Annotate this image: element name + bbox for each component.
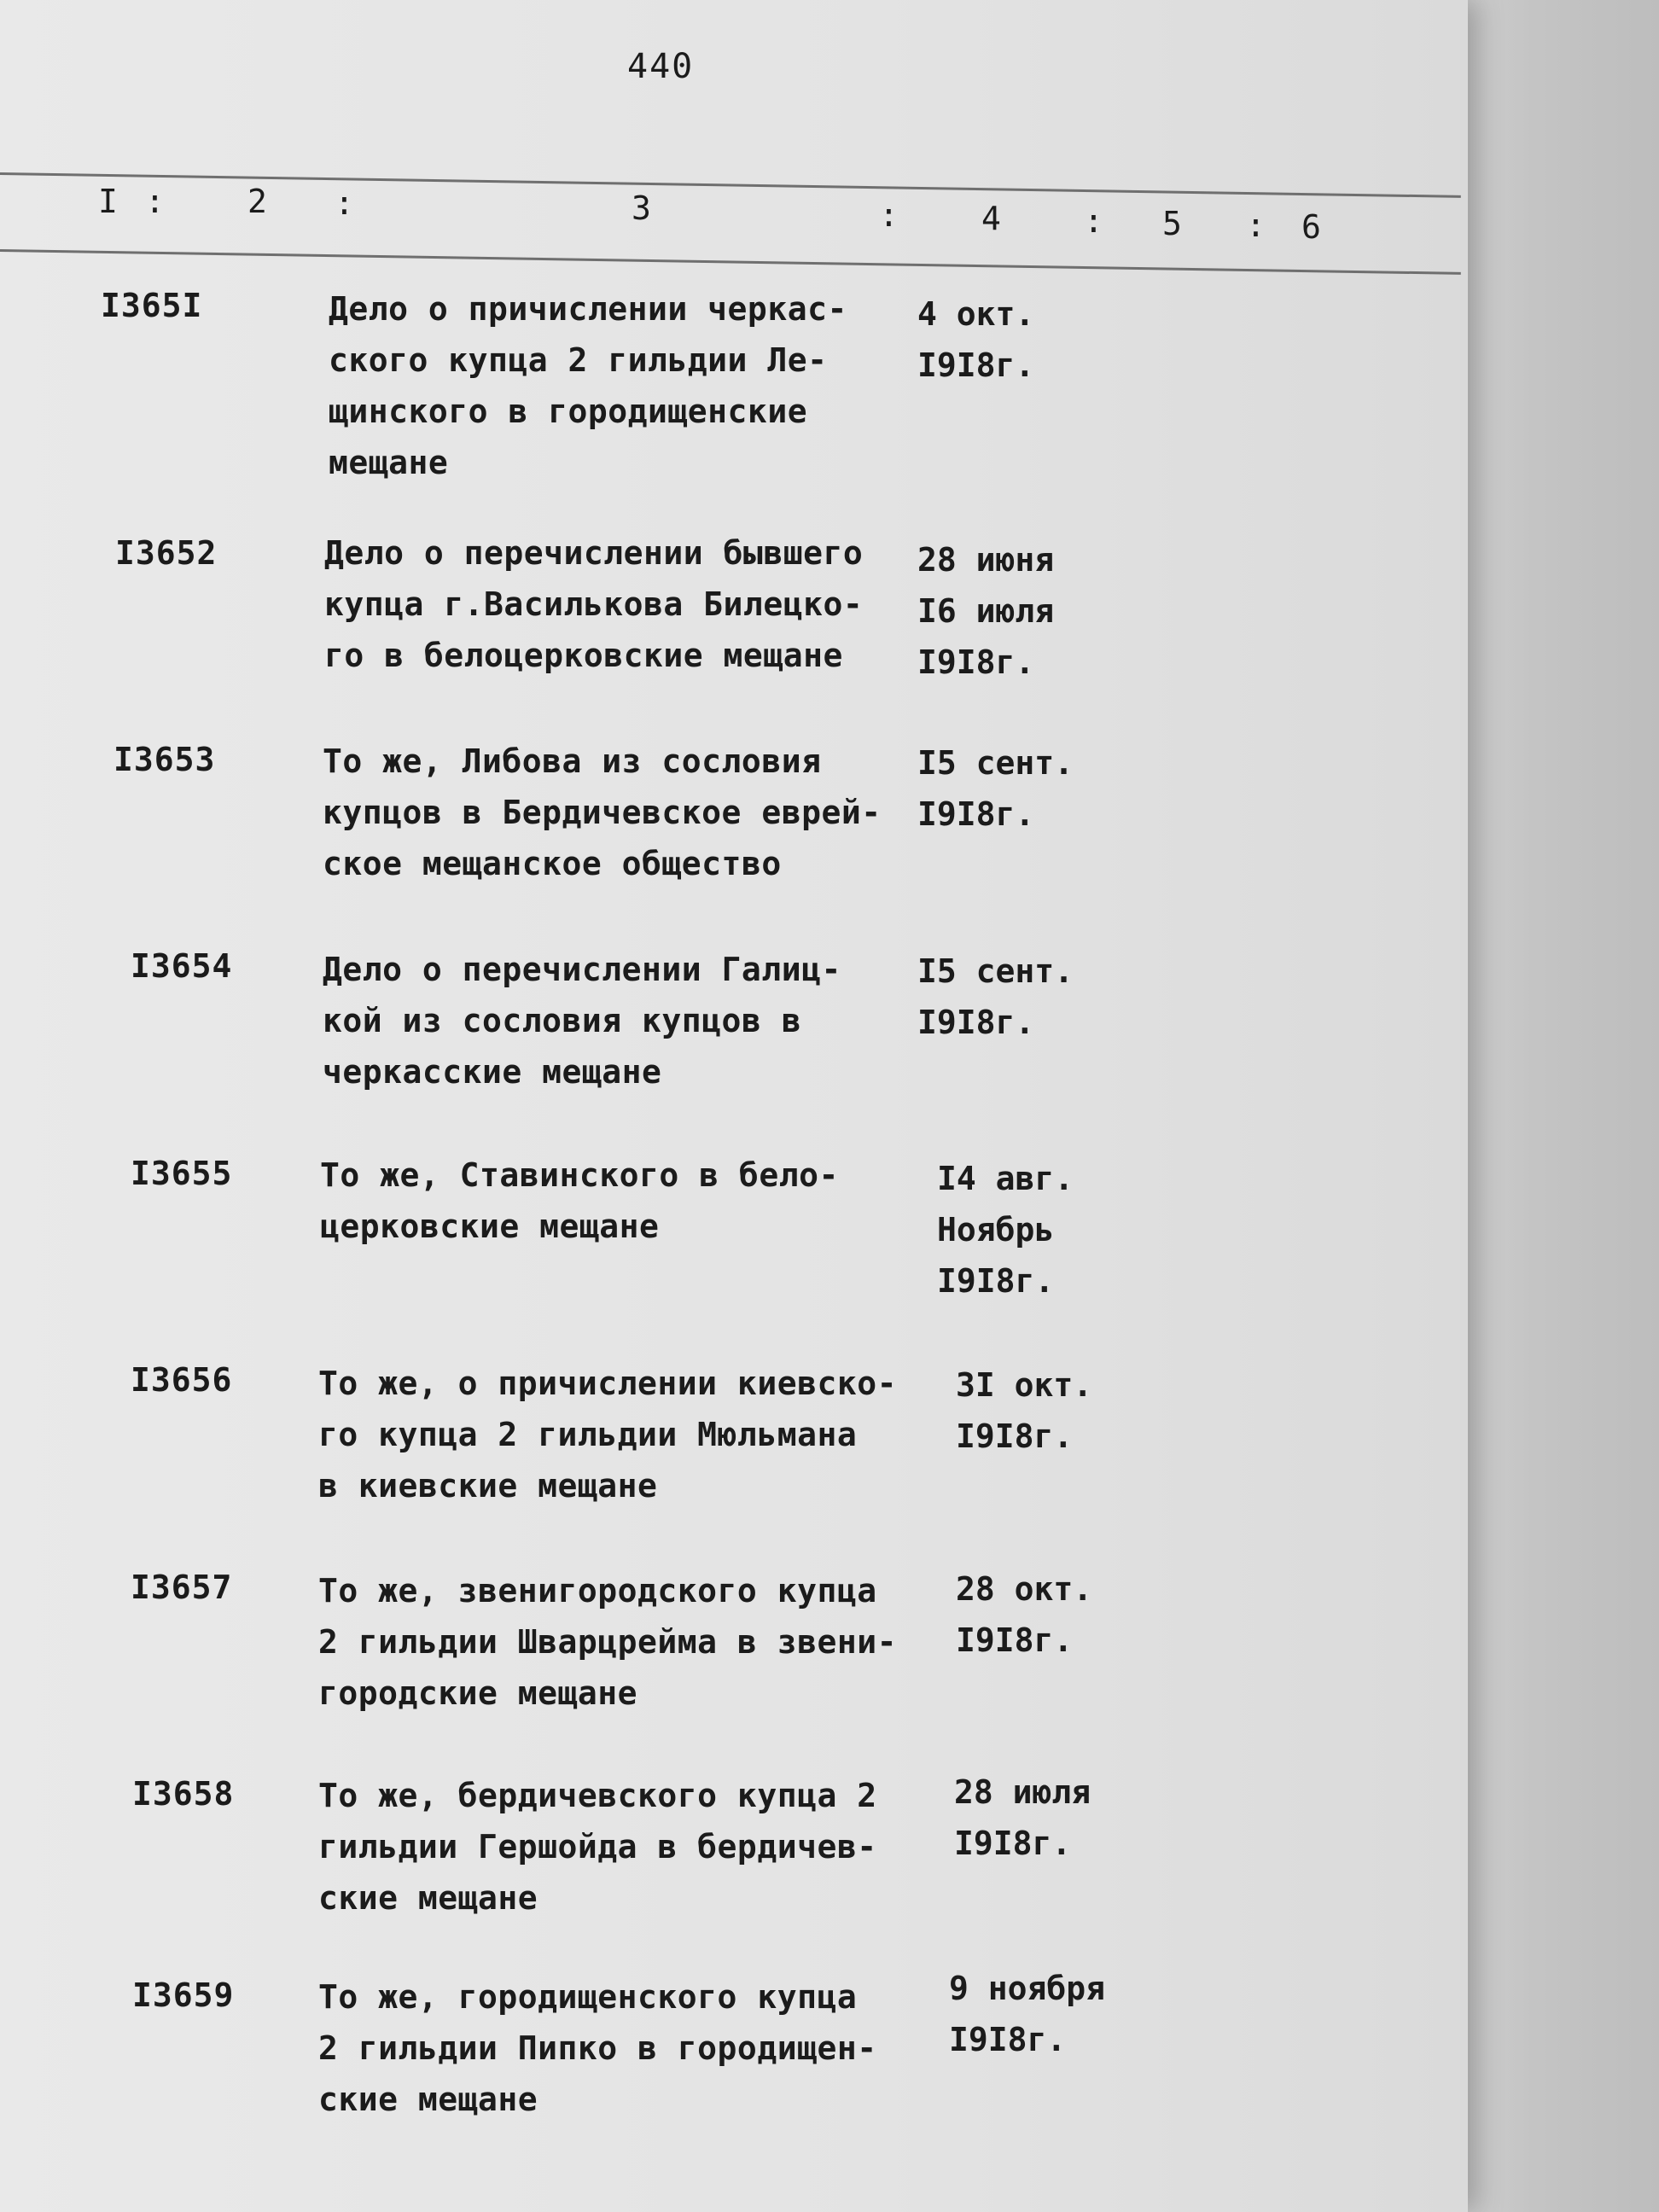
entry-number: I365I bbox=[101, 287, 203, 324]
entry-description: То же, о причислении киевско- го купца 2 гильдии Мюльмана в киевские мещане bbox=[318, 1365, 897, 1505]
entry-dates: 28 окт. I9I8г. bbox=[956, 1570, 1093, 1659]
entry-dates: I5 сент. I9I8г. bbox=[917, 952, 1074, 1041]
entry-description: Дело о перечислении Галиц- кой из сословия купцов в черкасские мещане bbox=[323, 951, 841, 1091]
entry-number: I3653 bbox=[114, 741, 216, 778]
entry-description: Дело о причислении черкас- ского купца 2 гильдии Ле- щинского в городищенские мещане bbox=[329, 290, 847, 481]
entry-description: Дело о перечислении бывшего купца г.Василькова Билецко- го в белоцерковские мещане bbox=[324, 534, 864, 674]
entry-dates: I5 сент. I9I8г. bbox=[917, 744, 1074, 833]
column-separator: : bbox=[335, 184, 354, 222]
page-number: 440 bbox=[627, 47, 695, 86]
entry-dates: 9 ноября I9I8г. bbox=[949, 1970, 1106, 2058]
entry-description: То же, городищенского купца 2 гильдии Пипко в городищен- ские мещане bbox=[318, 1978, 877, 2118]
entry-description: То же, звенигородского купца 2 гильдии Шварцрейма в звени- городские мещане bbox=[318, 1572, 897, 1712]
entry-dates: I4 авг. Ноябрь I9I8г. bbox=[937, 1160, 1074, 1300]
column-header-6: 6 bbox=[1301, 208, 1321, 246]
column-header-4: 4 bbox=[981, 200, 1001, 237]
column-separator: : bbox=[1246, 207, 1266, 244]
entry-number: I3657 bbox=[131, 1569, 233, 1606]
entry-number: I3652 bbox=[115, 534, 218, 572]
column-header-3: 3 bbox=[632, 189, 651, 227]
entry-number: I3655 bbox=[131, 1155, 233, 1192]
entry-number: I3656 bbox=[131, 1361, 233, 1399]
entry-dates: 28 июля I9I8г. bbox=[954, 1773, 1091, 1862]
entry-dates: 28 июня I6 июля I9I8г. bbox=[917, 541, 1055, 681]
column-separator: : bbox=[145, 183, 165, 220]
entry-number: I3658 bbox=[132, 1775, 235, 1813]
entry-dates: 3I окт. I9I8г. bbox=[956, 1366, 1093, 1455]
column-header-5: 5 bbox=[1162, 205, 1182, 242]
entry-dates: 4 окт. I9I8г. bbox=[917, 295, 1035, 384]
column-separator: : bbox=[879, 196, 899, 234]
entry-description: То же, бердичевского купца 2 гильдии Гершойда в бердичев- ские мещане bbox=[318, 1777, 877, 1917]
entry-description: То же, Ставинского в бело- церковские мещане bbox=[320, 1156, 839, 1245]
entry-number: I3654 bbox=[131, 947, 233, 985]
entry-number: I3659 bbox=[132, 1976, 235, 2014]
column-header-1: I bbox=[98, 183, 118, 220]
column-header-row bbox=[0, 179, 1461, 247]
header-bottom-rule bbox=[0, 249, 1461, 275]
page-edge bbox=[1451, 0, 1659, 2212]
column-separator: : bbox=[1084, 202, 1103, 240]
entry-description: То же, Либова из сословия купцов в Бердичевское еврей- ское мещанское общество bbox=[323, 742, 882, 882]
column-header-2: 2 bbox=[247, 183, 267, 220]
